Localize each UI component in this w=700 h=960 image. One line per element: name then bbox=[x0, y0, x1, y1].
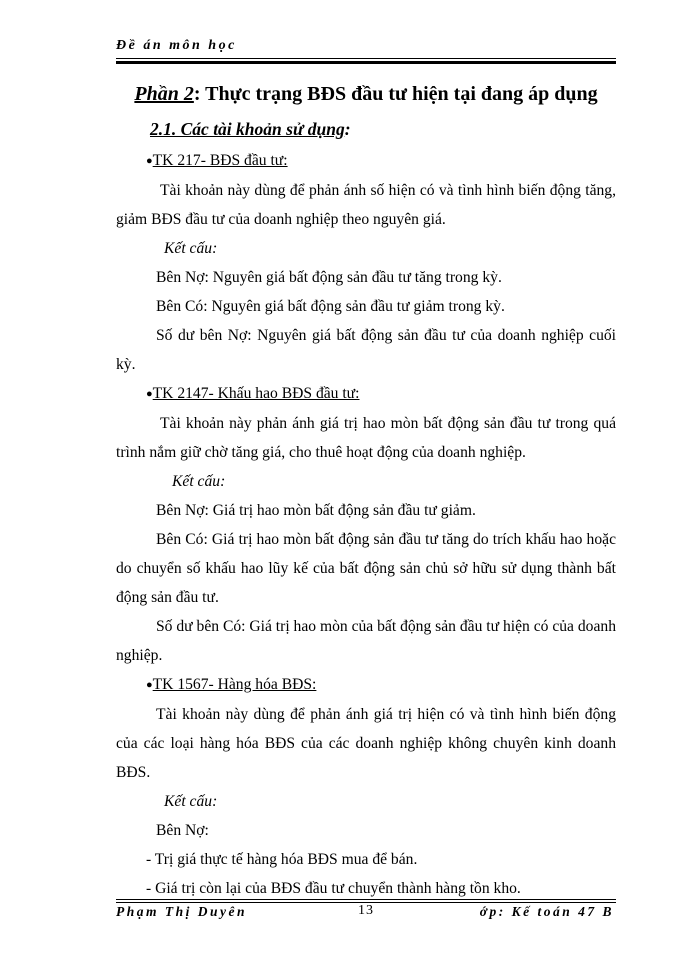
title-text: : Thực trạng BĐS đầu tư hiện tại đang áp dụng bbox=[193, 83, 598, 105]
account-1567-label: TK 1567- Hàng hóa BĐS: bbox=[152, 676, 317, 693]
account-2147-desc: Tài khoản này phản ánh giá trị hao mòn bất động sản đầu tư trong quá trình nắm giữ chờ tăng giá, cho thuê hoạt động của doanh nghiệp. bbox=[116, 415, 616, 461]
bullet-icon: ● bbox=[146, 388, 153, 400]
account-217-credit: Bên Có: Nguyên giá bất động sản đầu tư giảm trong kỳ. bbox=[156, 298, 505, 315]
subsection-colon: : bbox=[344, 119, 351, 139]
account-217-balance: Số dư bên Nợ: Nguyên giá bất động sản đầu tư của doanh nghiệp cuối kỳ. bbox=[116, 327, 616, 373]
footer-author: Phạm Thị Duyên bbox=[116, 904, 248, 919]
account-217-label: TK 217- BĐS đầu tư: bbox=[152, 152, 288, 169]
page-number: 13 bbox=[358, 903, 374, 918]
subsection-title bbox=[150, 112, 616, 146]
page-content bbox=[116, 76, 616, 903]
footer-class: ớp: Kế toán 47 B bbox=[479, 904, 614, 919]
account-217-heading bbox=[116, 146, 616, 176]
section-title bbox=[116, 76, 616, 112]
account-2147-structure: Kết cấu: bbox=[172, 473, 226, 490]
account-2147-credit: Bên Có: Giá trị hao mòn bất động sản đầu tư tăng do trích khấu hao hoặc do chuyển số khấu hao lũy kế của bất động sản chủ sở hữu sử dụng thành bất động sản đầu tư. bbox=[116, 531, 616, 606]
bullet-icon: ● bbox=[146, 155, 153, 167]
account-1567-desc: Tài khoản này dùng để phản ánh giá trị hiện có và tình hình biến động của các loại hàng hóa BĐS của các doanh nghiệp không chuyên kinh doanh BĐS. bbox=[116, 706, 616, 781]
bullet-icon: ● bbox=[146, 679, 153, 691]
account-1567-debit: Bên Nợ: bbox=[156, 822, 209, 839]
header-rule-thin bbox=[116, 58, 616, 59]
account-1567-heading bbox=[116, 670, 616, 700]
account-217-debit: Bên Nợ: Nguyên giá bất động sản đầu tư tăng trong kỳ. bbox=[156, 269, 502, 286]
account-1567-structure: Kết cấu: bbox=[164, 793, 218, 810]
footer-rule-top bbox=[116, 899, 616, 900]
account-2147-label: TK 2147- Khấu hao BĐS đầu tư: bbox=[152, 385, 360, 402]
part-label: Phần 2 bbox=[134, 83, 194, 105]
account-2147-balance: Số dư bên Có: Giá trị hao mòn của bất động sản đầu tư hiện có của doanh nghiệp. bbox=[116, 618, 616, 664]
subsection-label: 2.1. Các tài khoản sử dụng bbox=[150, 119, 345, 139]
account-1567-item-2: - Giá trị còn lại của BĐS đầu tư chuyển thành hàng tồn kho. bbox=[146, 880, 521, 897]
account-1567-item-1: - Trị giá thực tế hàng hóa BĐS mua để bán. bbox=[146, 851, 418, 868]
account-2147-heading bbox=[116, 379, 616, 409]
account-217-desc: Tài khoản này dùng để phản ánh số hiện có và tình hình biến động tăng, giảm BĐS đầu tư của doanh nghiệp theo nguyên giá. bbox=[116, 182, 616, 228]
document-header: Đề án môn học bbox=[116, 38, 237, 53]
header-rule-thick bbox=[116, 61, 616, 64]
account-2147-debit: Bên Nợ: Giá trị hao mòn bất động sản đầu tư giảm. bbox=[156, 502, 476, 519]
account-217-structure: Kết cấu: bbox=[164, 240, 218, 257]
